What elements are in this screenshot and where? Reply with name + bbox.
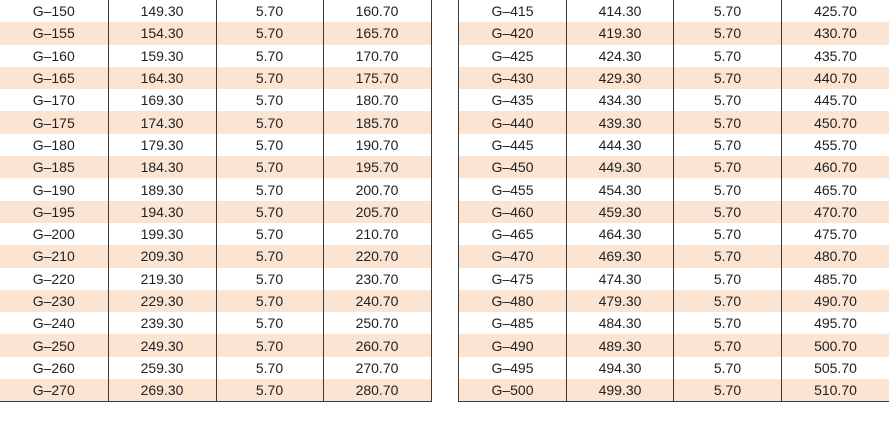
right-table-body [459, 0, 889, 402]
table-row [459, 334, 889, 356]
size-code-cell: G–440 [459, 111, 567, 133]
table-row [459, 156, 889, 178]
size-code-cell: G–175 [0, 111, 108, 133]
outer-diameter-cell: 480.70 [782, 245, 889, 267]
cross-section-cell: 5.70 [674, 134, 782, 156]
cross-section-cell: 5.70 [216, 201, 323, 223]
size-code-cell: G–190 [0, 178, 108, 200]
outer-diameter-cell: 270.70 [323, 357, 431, 379]
left-table-body [0, 0, 431, 402]
inner-diameter-cell: 159.30 [108, 45, 216, 67]
size-code-cell: G–490 [459, 334, 567, 356]
inner-diameter-cell: 449.30 [567, 156, 674, 178]
size-code-cell: G–495 [459, 357, 567, 379]
size-code-cell: G–435 [459, 89, 567, 111]
inner-diameter-cell: 469.30 [567, 245, 674, 267]
outer-diameter-cell: 240.70 [323, 290, 431, 312]
outer-diameter-cell: 505.70 [782, 357, 889, 379]
table-row [459, 268, 889, 290]
size-code-cell: G–170 [0, 89, 108, 111]
inner-diameter-cell: 219.30 [108, 268, 216, 290]
outer-diameter-cell: 510.70 [782, 379, 889, 402]
cross-section-cell: 5.70 [674, 67, 782, 89]
left-size-table [0, 0, 432, 402]
size-code-cell: G–180 [0, 134, 108, 156]
inner-diameter-cell: 189.30 [108, 178, 216, 200]
table-row [459, 67, 889, 89]
inner-diameter-cell: 259.30 [108, 357, 216, 379]
table-row [459, 45, 889, 67]
size-code-cell: G–475 [459, 268, 567, 290]
inner-diameter-cell: 229.30 [108, 290, 216, 312]
inner-diameter-cell: 459.30 [567, 201, 674, 223]
table-row [0, 334, 431, 356]
cross-section-cell: 5.70 [674, 245, 782, 267]
inner-diameter-cell: 239.30 [108, 312, 216, 334]
size-code-cell: G–465 [459, 223, 567, 245]
table-row [0, 89, 431, 111]
size-code-cell: G–160 [0, 45, 108, 67]
size-code-cell: G–415 [459, 0, 567, 22]
outer-diameter-cell: 205.70 [323, 201, 431, 223]
size-code-cell: G–480 [459, 290, 567, 312]
inner-diameter-cell: 149.30 [108, 0, 216, 22]
cross-section-cell: 5.70 [216, 134, 323, 156]
inner-diameter-cell: 209.30 [108, 245, 216, 267]
inner-diameter-cell: 464.30 [567, 223, 674, 245]
table-row [0, 245, 431, 267]
size-code-cell: G–425 [459, 45, 567, 67]
size-code-cell: G–445 [459, 134, 567, 156]
outer-diameter-cell: 490.70 [782, 290, 889, 312]
cross-section-cell: 5.70 [674, 223, 782, 245]
inner-diameter-cell: 194.30 [108, 201, 216, 223]
outer-diameter-cell: 230.70 [323, 268, 431, 290]
size-code-cell: G–500 [459, 379, 567, 402]
table-row [459, 223, 889, 245]
outer-diameter-cell: 430.70 [782, 22, 889, 44]
table-row [459, 134, 889, 156]
inner-diameter-cell: 169.30 [108, 89, 216, 111]
cross-section-cell: 5.70 [674, 268, 782, 290]
cross-section-cell: 5.70 [216, 111, 323, 133]
size-code-cell: G–460 [459, 201, 567, 223]
inner-diameter-cell: 154.30 [108, 22, 216, 44]
outer-diameter-cell: 500.70 [782, 334, 889, 356]
right-size-table [458, 0, 889, 402]
outer-diameter-cell: 465.70 [782, 178, 889, 200]
outer-diameter-cell: 425.70 [782, 0, 889, 22]
table-row [0, 379, 431, 402]
cross-section-cell: 5.70 [216, 334, 323, 356]
table-row [0, 312, 431, 334]
table-row [459, 379, 889, 402]
table-row [459, 178, 889, 200]
outer-diameter-cell: 185.70 [323, 111, 431, 133]
size-code-cell: G–230 [0, 290, 108, 312]
cross-section-cell: 5.70 [674, 111, 782, 133]
outer-diameter-cell: 455.70 [782, 134, 889, 156]
table-row [459, 312, 889, 334]
size-code-cell: G–155 [0, 22, 108, 44]
inner-diameter-cell: 444.30 [567, 134, 674, 156]
cross-section-cell: 5.70 [674, 201, 782, 223]
table-row [0, 0, 431, 22]
inner-diameter-cell: 199.30 [108, 223, 216, 245]
inner-diameter-cell: 164.30 [108, 67, 216, 89]
table-row [0, 290, 431, 312]
table-row [459, 245, 889, 267]
cross-section-cell: 5.70 [216, 178, 323, 200]
cross-section-cell: 5.70 [216, 89, 323, 111]
table-row [0, 111, 431, 133]
inner-diameter-cell: 484.30 [567, 312, 674, 334]
outer-diameter-cell: 470.70 [782, 201, 889, 223]
inner-diameter-cell: 179.30 [108, 134, 216, 156]
table-row [459, 0, 889, 22]
table-row [459, 22, 889, 44]
outer-diameter-cell: 180.70 [323, 89, 431, 111]
outer-diameter-cell: 280.70 [323, 379, 431, 402]
cross-section-cell: 5.70 [216, 245, 323, 267]
size-code-cell: G–450 [459, 156, 567, 178]
size-code-cell: G–185 [0, 156, 108, 178]
table-row [459, 89, 889, 111]
cross-section-cell: 5.70 [674, 290, 782, 312]
size-code-cell: G–485 [459, 312, 567, 334]
outer-diameter-cell: 445.70 [782, 89, 889, 111]
cross-section-cell: 5.70 [216, 290, 323, 312]
size-code-cell: G–165 [0, 67, 108, 89]
size-code-cell: G–220 [0, 268, 108, 290]
size-code-cell: G–430 [459, 67, 567, 89]
outer-diameter-cell: 160.70 [323, 0, 431, 22]
inner-diameter-cell: 499.30 [567, 379, 674, 402]
size-code-cell: G–200 [0, 223, 108, 245]
cross-section-cell: 5.70 [216, 0, 323, 22]
cross-section-cell: 5.70 [216, 379, 323, 402]
inner-diameter-cell: 434.30 [567, 89, 674, 111]
cross-section-cell: 5.70 [674, 334, 782, 356]
inner-diameter-cell: 424.30 [567, 45, 674, 67]
outer-diameter-cell: 475.70 [782, 223, 889, 245]
cross-section-cell: 5.70 [216, 45, 323, 67]
inner-diameter-cell: 429.30 [567, 67, 674, 89]
cross-section-cell: 5.70 [216, 357, 323, 379]
cross-section-cell: 5.70 [216, 67, 323, 89]
size-code-cell: G–420 [459, 22, 567, 44]
table-row [0, 22, 431, 44]
cross-section-cell: 5.70 [674, 156, 782, 178]
table-row [0, 357, 431, 379]
size-code-cell: G–240 [0, 312, 108, 334]
size-code-cell: G–195 [0, 201, 108, 223]
size-code-cell: G–210 [0, 245, 108, 267]
inner-diameter-cell: 414.30 [567, 0, 674, 22]
outer-diameter-cell: 200.70 [323, 178, 431, 200]
outer-diameter-cell: 495.70 [782, 312, 889, 334]
cross-section-cell: 5.70 [674, 45, 782, 67]
cross-section-cell: 5.70 [674, 178, 782, 200]
table-row [0, 201, 431, 223]
inner-diameter-cell: 419.30 [567, 22, 674, 44]
outer-diameter-cell: 485.70 [782, 268, 889, 290]
cross-section-cell: 5.70 [674, 89, 782, 111]
cross-section-cell: 5.70 [674, 312, 782, 334]
outer-diameter-cell: 460.70 [782, 156, 889, 178]
inner-diameter-cell: 494.30 [567, 357, 674, 379]
cross-section-cell: 5.70 [674, 379, 782, 402]
cross-section-cell: 5.70 [216, 312, 323, 334]
outer-diameter-cell: 175.70 [323, 67, 431, 89]
size-code-cell: G–260 [0, 357, 108, 379]
outer-diameter-cell: 250.70 [323, 312, 431, 334]
table-row [0, 67, 431, 89]
outer-diameter-cell: 195.70 [323, 156, 431, 178]
outer-diameter-cell: 165.70 [323, 22, 431, 44]
outer-diameter-cell: 260.70 [323, 334, 431, 356]
size-code-cell: G–455 [459, 178, 567, 200]
outer-diameter-cell: 170.70 [323, 45, 431, 67]
table-row [459, 290, 889, 312]
inner-diameter-cell: 439.30 [567, 111, 674, 133]
table-row [0, 223, 431, 245]
cross-section-cell: 5.70 [216, 156, 323, 178]
inner-diameter-cell: 454.30 [567, 178, 674, 200]
size-code-cell: G–250 [0, 334, 108, 356]
size-code-cell: G–470 [459, 245, 567, 267]
table-row [459, 357, 889, 379]
cross-section-cell: 5.70 [216, 223, 323, 245]
table-row [0, 45, 431, 67]
table-row [459, 201, 889, 223]
outer-diameter-cell: 450.70 [782, 111, 889, 133]
cross-section-cell: 5.70 [674, 0, 782, 22]
table-row [0, 134, 431, 156]
inner-diameter-cell: 174.30 [108, 111, 216, 133]
cross-section-cell: 5.70 [216, 22, 323, 44]
table-row [0, 178, 431, 200]
outer-diameter-cell: 220.70 [323, 245, 431, 267]
inner-diameter-cell: 474.30 [567, 268, 674, 290]
size-code-cell: G–150 [0, 0, 108, 22]
inner-diameter-cell: 479.30 [567, 290, 674, 312]
cross-section-cell: 5.70 [216, 268, 323, 290]
table-row [459, 111, 889, 133]
inner-diameter-cell: 184.30 [108, 156, 216, 178]
inner-diameter-cell: 269.30 [108, 379, 216, 402]
outer-diameter-cell: 190.70 [323, 134, 431, 156]
inner-diameter-cell: 489.30 [567, 334, 674, 356]
outer-diameter-cell: 440.70 [782, 67, 889, 89]
table-row [0, 156, 431, 178]
outer-diameter-cell: 210.70 [323, 223, 431, 245]
cross-section-cell: 5.70 [674, 22, 782, 44]
table-row [0, 268, 431, 290]
outer-diameter-cell: 435.70 [782, 45, 889, 67]
size-code-cell: G–270 [0, 379, 108, 402]
cross-section-cell: 5.70 [674, 357, 782, 379]
inner-diameter-cell: 249.30 [108, 334, 216, 356]
